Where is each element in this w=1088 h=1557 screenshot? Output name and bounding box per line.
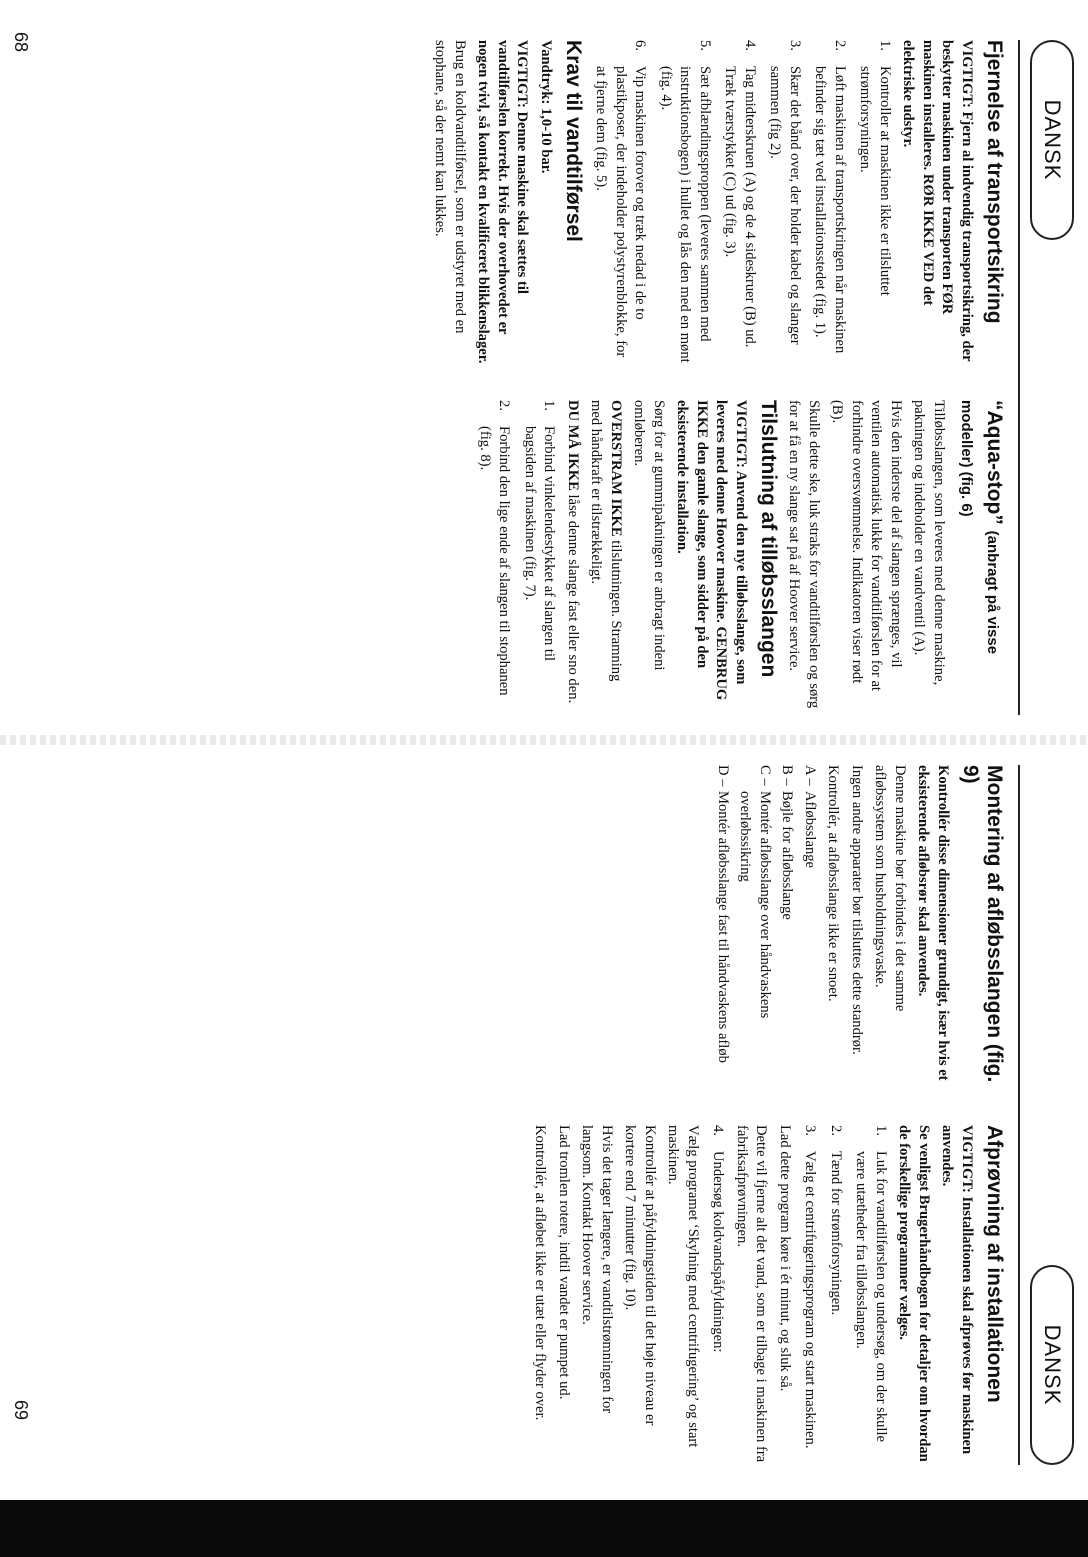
test-guide: Se venligst Brugerhåndbogen for detaljer om hvordan de forskellige programmer vælges. — [896, 1125, 932, 1462]
inlet-p3: DU MÅ IKKE låse denne slange fast eller sno den. — [565, 400, 581, 704]
aquastop-p3: Skulle dette ske, luk straks for vandtilførslen og sørg for at få en ny slange sat på af Hoover service. — [786, 400, 822, 709]
water-pressure: Vandtryk: 1,0-10 bar. — [538, 40, 554, 174]
page-number: 68 — [11, 32, 31, 53]
drain-intro: Kontrollér disse dimensioner grundigt, især hvis et eksisterende afløbsrør skal anvendes. — [915, 765, 951, 1081]
list-item: D – Montér afløbsslange fast til håndvaskens afløb — [715, 765, 731, 1063]
test-important: VIGTIGT: Installationen skal afprøves før maskinen anvendes. — [939, 1125, 975, 1455]
list-item: 1. Luk for vandtilførslen og undersøg, om der skulle være utætheder fra tilløbsslangen. — [853, 1125, 889, 1443]
test-p3: Lad tromlen rotere, indtil vandet er pumpet ud. — [556, 1125, 572, 1400]
list-item: A – Afløbsslange — [802, 765, 818, 869]
test-heading: Afprøvning af installationen — [983, 1125, 1006, 1403]
right-column — [469, 400, 1009, 710]
aquastop-p2: Hvis den inderste del af slangen sprænges, vil ventilen automatisk lukke for vandtilførslen for at forhindre oversvømmelse. Indikatoren viser rødt (B). — [829, 400, 904, 691]
scan-edge — [0, 1500, 1088, 1557]
transport-intro: VIGTIGT: Fjern al indvendig transportsikring, der beskytter maskinen under transporten FØR maskinen installeres. RØR IKKE VED det elektriske udstyr. — [900, 40, 975, 362]
list-item: 2. Forbind den lige ende af slangen til stophanen (fig. 8). — [477, 400, 513, 696]
test-p4: Kontrollér, at afløbet ikke er utæt eller flyder over. — [532, 1125, 549, 1421]
list-item: 5. Sæt afblændingsproppen (leveres sammen med instruktionsbogen) i hullet og lås den med en mønt (fig. 4). — [658, 40, 713, 363]
header-rule — [1018, 40, 1020, 715]
water-text: Brug en koldvandtilførsel, som er udstyret med en stophane, så der nemt kan lukkes. — [432, 40, 468, 334]
language-tab: DANSK — [1030, 40, 1074, 240]
test-step4 — [708, 1125, 728, 1465]
aquastop-heading: “Aqua-stop” (anbragt på visse modeller) (fig. 6) — [958, 400, 1006, 655]
language-tab: DANSK — [1030, 1265, 1074, 1465]
left-column — [709, 765, 1009, 1085]
test-after3b: Dette vil fjerne alt det vand, som er tilbage i maskinen fra fabriksafprøvningen. — [734, 1125, 770, 1463]
drain-p1: Denne maskine bør forbindes i det samme afløbssystem som husholdningsvaske. — [872, 765, 908, 1012]
aquastop-p1: Tilløbsslangen, som leveres med denne maskine, pakningen og indeholder en vandventil (A). — [911, 400, 947, 686]
drain-p3: Kontrollér, at afløbsslange ikke er snoet. — [825, 765, 842, 1002]
transport-steps — [591, 40, 894, 365]
list-item: 2. Løft maskinen af transportskringen når maskinen befinder sig tæt ved installationsstedet (fig. 1). — [812, 40, 848, 354]
test-p2: Hvis det tager længere, er vandtilstrømningen for langsom. Kontakt Hoover service. — [579, 1125, 615, 1414]
test-after3a: Lad dette program køre i ét minut, og sluk så. — [777, 1125, 793, 1392]
inlet-p1: Sørg for at gummipakningen er anbragt indeni omløberen. — [631, 400, 667, 671]
inlet-p2: OVERSTRAM IKKE tilslutningen. Stramning med håndkraft er tilstrækkeligt. — [588, 400, 624, 682]
list-item: 4. Tag midterskruen (A) og de 4 sideskruer (B) ud. Træk tværstykket (C) ud (fig. 3). — [722, 40, 758, 348]
drain-heading: Montering af afløbsslangen (fig. 9) — [959, 765, 1006, 1083]
inlet-steps — [475, 400, 559, 710]
page-69 — [0, 745, 1088, 1480]
test-p1: Kontrollér at påfyldningstiden til det høje niveau er kortere end 7 minutter (fig. 10). — [622, 1125, 658, 1426]
drain-legend — [713, 765, 820, 1085]
list-item: 3. Vælg et centrifugeringsprogram og start maskinen. — [802, 1125, 819, 1449]
test-after4a: Vælg programet ‘Skylning med centrifugering’ og start maskinen. — [665, 1125, 701, 1448]
header-rule — [1018, 765, 1020, 1465]
page-68 — [0, 0, 1088, 735]
inlet-important: VIGTIGT: Anvend den nye tilløbsslange, som leveres med denne Hoover maskine. GENBRUG IKKE den gamle slange, som sidder på den eksisterende installation. — [674, 400, 749, 701]
test-steps — [800, 1125, 890, 1465]
list-item: 4. Undersøg koldvandspåfyldningen: — [710, 1125, 727, 1353]
list-item: 1. Forbind vinkelendestykket af slangen til bagsiden af maskinen (fig. 7). — [522, 400, 558, 662]
water-heading: Krav til vandtilførsel — [562, 40, 585, 242]
list-item: B – Bøjle for afløbsslange — [779, 765, 796, 920]
water-important: VIGTIGT: Denne maskine skal sættes til vandtilførslen korrekt. Hvis der overhovedet er nogen tvivl, så kontakt en kvalificeret blikkenslager. — [475, 40, 531, 364]
list-item: 2. Tænd for strømforsyningen. — [828, 1125, 844, 1316]
inlet-heading: Tilslutning af tilløbsslangen — [757, 400, 780, 678]
page-number: 69 — [11, 1399, 31, 1420]
right-column — [526, 1125, 1008, 1465]
list-item: 1. Kontroller at maskinen ikke er tilsluttet strømforsyningen. — [857, 40, 893, 296]
list-item: C – Montér afløbsslange over håndvaskens overløbssikring — [737, 765, 773, 1019]
transport-heading: Fjernelse af transportsikring — [983, 40, 1006, 324]
page-fold — [0, 735, 1088, 745]
left-column — [426, 40, 1008, 365]
list-item: 6. Vip maskinen forover og træk nedad i de to plastikposer, der indeholder polystyrenblokke, for at fjerne dem (fig. 5). — [593, 40, 649, 358]
drain-p2: Ingen andre apparater bør tilsluttes dette standrør. — [849, 765, 865, 1055]
list-item: 3. Skær det bånd over, der holder kabel og slanger sammen (fig 2). — [767, 40, 803, 345]
